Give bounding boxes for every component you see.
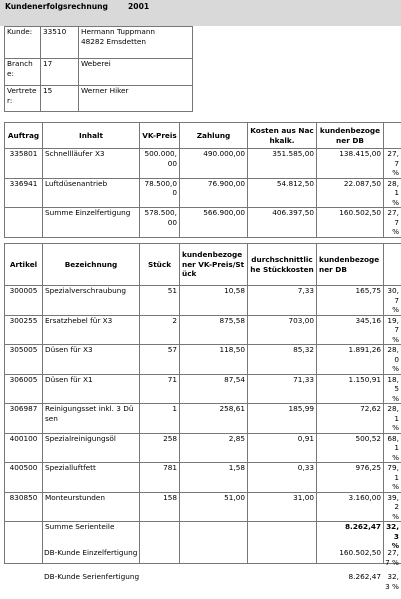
orders-header: Kosten aus Nachkalk.: [248, 123, 317, 149]
part-id: 400500: [5, 463, 43, 493]
part-name: Ersatzhebel für X3: [43, 315, 140, 345]
report-year: 2001: [128, 2, 150, 11]
table-row: [5, 374, 401, 404]
order-content: Schnellläufer X3: [43, 149, 140, 179]
parts-sum-db: 8.262,47: [317, 522, 384, 564]
table-row: [5, 315, 401, 345]
part-price: 2,85: [180, 433, 248, 463]
part-price: 51,00: [180, 492, 248, 522]
vertreter-label: Vertreter:: [5, 86, 41, 112]
part-db: 3.160,00: [317, 492, 384, 522]
part-id: 306987: [5, 404, 43, 434]
parts-header: kundenbezogener VK-Preis/Stück: [180, 244, 248, 286]
table-row: [5, 178, 401, 208]
part-db: 72,62: [317, 404, 384, 434]
part-db: 1.891,26: [317, 345, 384, 375]
part-pct: 28,0 %: [384, 345, 401, 375]
order-db: 22.087,50: [317, 178, 384, 208]
part-cost: 185,99: [248, 404, 317, 434]
branche-name: Weberei: [79, 59, 193, 86]
order-sum-label: Summe Einzelfertigung: [43, 208, 140, 238]
order-id: 335801: [5, 149, 43, 179]
parts-sum-label: Summe Serienteile: [43, 522, 140, 564]
part-cost: 0,91: [248, 433, 317, 463]
orders-header: Zahlung: [180, 123, 248, 149]
parts-header: kundenbezogener DB: [317, 244, 384, 286]
parts-header: [384, 244, 401, 286]
part-price: 10,58: [180, 286, 248, 316]
part-cost: 85,32: [248, 345, 317, 375]
part-id: 305005: [5, 345, 43, 375]
vertreter-nr: 15: [41, 86, 79, 112]
report-title: Kundenerfolgsrechnung: [5, 2, 108, 11]
order-sum-cost: 406.397,50: [248, 208, 317, 238]
summary-serie-label: DB-Kunde Serienfertigung: [44, 572, 140, 581]
table-row: [5, 433, 401, 463]
part-name: Monteurstunden: [43, 492, 140, 522]
orders-header: Auftrag: [5, 123, 43, 149]
summary-einzel-db: 160.502,50: [339, 548, 381, 557]
part-qty: 1: [140, 404, 180, 434]
order-price: 78.500,00: [140, 178, 180, 208]
part-pct: 79,1 %: [384, 463, 401, 493]
orders-table: [4, 122, 401, 238]
part-qty: 57: [140, 345, 180, 375]
part-cost: 71,33: [248, 374, 317, 404]
kunde-label: Kunde:: [5, 27, 41, 59]
part-pct: 39,2 %: [384, 492, 401, 522]
part-qty: 158: [140, 492, 180, 522]
part-qty: 781: [140, 463, 180, 493]
part-id: 830850: [5, 492, 43, 522]
table-row: [5, 345, 401, 375]
order-payment: 76.900,00: [180, 178, 248, 208]
parts-header: Bezeichnung: [43, 244, 140, 286]
orders-header: kundenbezogener DB: [317, 123, 384, 149]
part-cost: 7,33: [248, 286, 317, 316]
order-payment: 490.000,00: [180, 149, 248, 179]
order-pct: 27,7 %: [384, 149, 401, 179]
part-price: 1,58: [180, 463, 248, 493]
part-id: 400100: [5, 433, 43, 463]
part-qty: 2: [140, 315, 180, 345]
part-db: 345,16: [317, 315, 384, 345]
report-header: [0, 0, 401, 26]
order-id: [5, 208, 43, 238]
order-content: Luftdüsenantrieb: [43, 178, 140, 208]
part-pct: 28,1 %: [384, 404, 401, 434]
part-qty: 71: [140, 374, 180, 404]
orders-header: [384, 123, 401, 149]
branche-nr: 17: [41, 59, 79, 86]
kunde-name-cell: [79, 27, 193, 59]
part-cost: 31,00: [248, 492, 317, 522]
parts-header: Artikel: [5, 244, 43, 286]
part-cost: 703,00: [248, 315, 317, 345]
table-row: [5, 286, 401, 316]
parts-sum-pct: 32,3 %: [384, 522, 401, 564]
table-row: [5, 149, 401, 179]
orders-header: Inhalt: [43, 123, 140, 149]
order-cost: 54.812,50: [248, 178, 317, 208]
table-row: [5, 404, 401, 434]
customer-info-table: [4, 26, 193, 112]
part-pct: 68,1 %: [384, 433, 401, 463]
part-name: Düsen für X1: [43, 374, 140, 404]
part-price: 87,54: [180, 374, 248, 404]
order-id: 336941: [5, 178, 43, 208]
part-price: 875,58: [180, 315, 248, 345]
table-row: [5, 492, 401, 522]
part-qty: 51: [140, 286, 180, 316]
table-row-sum: [5, 208, 401, 238]
parts-header: durchschnittliche Stückkosten: [248, 244, 317, 286]
part-id: 300005: [5, 286, 43, 316]
part-price: 258,61: [180, 404, 248, 434]
part-name: Spezialverschraubung: [43, 286, 140, 316]
summary-einzel-pct: 27,7 %: [385, 548, 399, 567]
part-id: 306005: [5, 374, 43, 404]
branche-label: Branche:: [5, 59, 41, 86]
summary-serie-db: 8.262,47: [348, 572, 381, 581]
order-sum-price: 578.500,00: [140, 208, 180, 238]
part-name: Düsen für X3: [43, 345, 140, 375]
part-pct: 30,7 %: [384, 286, 401, 316]
order-price: 500.000,00: [140, 149, 180, 179]
parts-table: [4, 243, 401, 564]
orders-header: VK-Preis: [140, 123, 180, 149]
table-row: [5, 463, 401, 493]
part-db: 1.150,91: [317, 374, 384, 404]
part-qty: 258: [140, 433, 180, 463]
part-pct: 19,7 %: [384, 315, 401, 345]
summary-table: [4, 548, 401, 596]
summary-serie-pct: 32,3 %: [385, 572, 399, 591]
part-name: Spezialreinigungsöl: [43, 433, 140, 463]
part-id: 300255: [5, 315, 43, 345]
kunde-address: 48282 Emsdetten: [81, 36, 147, 46]
part-db: 165,75: [317, 286, 384, 316]
part-name: Reinigungsset inkl. 3 Düsen: [43, 404, 140, 434]
order-sum-pct: 27,7 %: [384, 208, 401, 238]
kunde-nr: 33510: [41, 27, 79, 59]
kunde-name: Hermann Tuppmann: [81, 27, 156, 36]
order-cost: 351.585,00: [248, 149, 317, 179]
summary-einzel-label: DB-Kunde Einzelfertigung: [44, 548, 138, 557]
part-name: Spezialluftfett: [43, 463, 140, 493]
part-pct: 18,5 %: [384, 374, 401, 404]
part-cost: 0,33: [248, 463, 317, 493]
part-db: 500,52: [317, 433, 384, 463]
order-sum-payment: 566.900,00: [180, 208, 248, 238]
order-sum-db: 160.502,50: [317, 208, 384, 238]
vertreter-name: Werner Hiker: [79, 86, 193, 112]
part-db: 976,25: [317, 463, 384, 493]
parts-header: Stück: [140, 244, 180, 286]
order-db: 138.415,00: [317, 149, 384, 179]
order-pct: 28,1 %: [384, 178, 401, 208]
part-price: 118,50: [180, 345, 248, 375]
